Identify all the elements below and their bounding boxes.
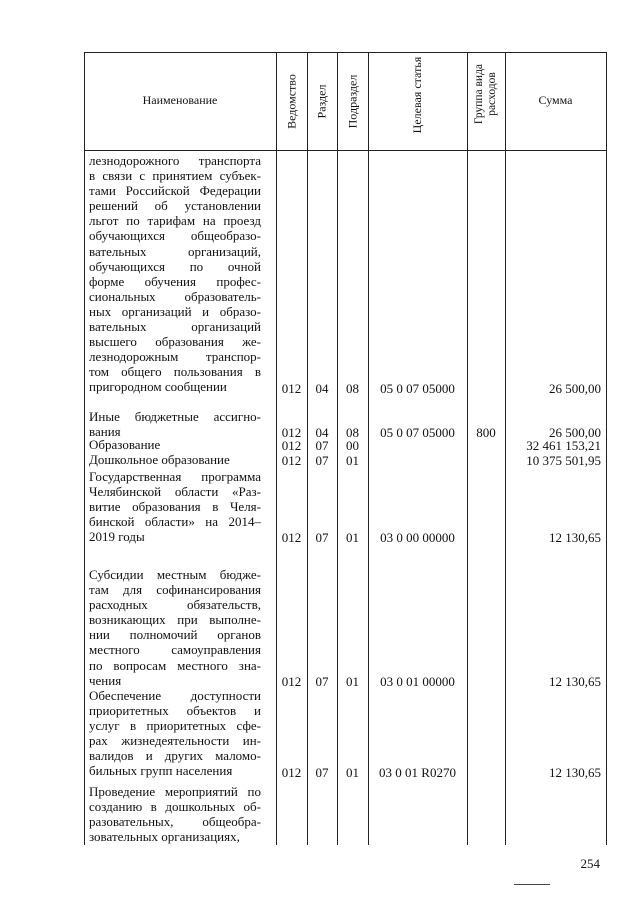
row-summa: 12 130,65 <box>549 764 601 780</box>
table-top-border <box>84 52 606 53</box>
row-vedomstvo: 012 <box>281 673 302 689</box>
row-name <box>89 452 261 467</box>
row-name-line: приоритетных объектов и <box>89 703 261 719</box>
row-podrazdel: 01 <box>346 673 359 689</box>
row-razdel: 04 <box>315 425 329 441</box>
row-razdel: 07 <box>315 438 329 453</box>
row-podrazdel: 08 <box>346 425 359 441</box>
row-name-line: 2019 годы <box>89 529 145 545</box>
row-celevaya: 03 0 01 00000 <box>380 673 455 689</box>
row-podrazdel: 01 <box>346 453 359 468</box>
row-name-line: Обеспечение доступности <box>89 688 261 703</box>
row-name-line: Образование <box>89 437 161 452</box>
row-vedomstvo: 012 <box>281 380 302 396</box>
row-name-line: Проведение мероприятий по <box>89 784 261 799</box>
row-vedomstvo: 012 <box>281 425 302 441</box>
row-name <box>89 409 261 439</box>
row-podrazdel: 00 <box>346 438 359 453</box>
header-gruppa: Группа вида расходов <box>473 63 498 125</box>
row-name-line: нии полномочий органов <box>89 627 261 643</box>
row-name-line: Государственная программа <box>89 469 261 484</box>
row-celevaya: 03 0 01 R0270 <box>379 764 456 780</box>
row-celevaya: 05 0 07 05000 <box>380 380 455 396</box>
row-name-line: ных организаций и образо- <box>89 303 261 319</box>
header-summa: Сумма <box>538 93 573 107</box>
row-celevaya: 03 0 00 00000 <box>380 530 455 546</box>
row-name <box>89 567 261 688</box>
header-vedomstvo: Ведомство <box>284 74 299 129</box>
row-name <box>89 469 261 544</box>
row-name-line: бильных групп населения <box>89 763 233 779</box>
row-summa: 10 375 501,95 <box>526 453 601 468</box>
row-name-line: обучающихся по очной <box>89 258 261 274</box>
row-name-line: чения <box>89 672 122 688</box>
row-vedomstvo: 012 <box>281 438 302 453</box>
row-name-line: льгот по тарифам на проезд <box>89 213 261 229</box>
row-name-line: вательных организаций, <box>89 243 261 259</box>
row-name-line: тами Российской Федерации <box>89 183 261 199</box>
row-name-line: Дошкольное образование <box>89 452 230 467</box>
col-border <box>368 52 369 845</box>
row-razdel: 07 <box>315 453 329 468</box>
row-summa: 12 130,65 <box>549 673 601 689</box>
row-name-line: сиональных образователь- <box>89 288 261 304</box>
row-celevaya: 05 0 07 05000 <box>380 425 455 441</box>
row-podrazdel: 08 <box>346 380 359 396</box>
row-razdel: 07 <box>315 530 329 546</box>
table-header-bottom-border <box>84 150 606 151</box>
row-name-line: форме обучения профес- <box>89 273 261 289</box>
header-podrazdel: Подраздел <box>345 74 360 129</box>
row-name-line: вания <box>89 424 121 440</box>
row-name-line: пригородном сообщении <box>89 379 227 395</box>
row-name-line: услуг в приоритетных сфе- <box>89 718 261 734</box>
row-name-line: местного самоуправления <box>89 642 261 658</box>
header-razdel: Раздел <box>314 84 329 119</box>
row-name-line: вательных организаций <box>89 319 261 335</box>
row-razdel: 07 <box>315 764 329 780</box>
row-name-line: витие образования в Челя- <box>89 499 261 515</box>
row-gruppa: 800 <box>476 425 496 441</box>
footer-rule <box>514 884 550 885</box>
row-name-line: Челябинской области «Раз- <box>89 484 261 500</box>
row-razdel: 07 <box>315 673 329 689</box>
row-name-line: там для софинансирования <box>89 582 261 598</box>
row-summa: 26 500,00 <box>549 425 601 441</box>
row-summa: 26 500,00 <box>549 380 601 396</box>
page-number: 254 <box>580 856 600 871</box>
row-name-line: высшего образования же- <box>89 334 261 350</box>
row-summa: 12 130,65 <box>549 530 601 546</box>
row-name-line: по вопросам местного зна- <box>89 657 261 673</box>
row-name <box>89 437 261 452</box>
row-name-line: возникающих при выполне- <box>89 612 261 628</box>
row-name-line: расходных обязательств, <box>89 597 261 613</box>
row-name-line: в связи с принятием субъек- <box>89 168 261 184</box>
row-summa: 32 461 153,21 <box>526 438 601 453</box>
row-name-line: том общего пользования в <box>89 364 261 380</box>
row-name-line: рах жизнедеятельности ин- <box>89 733 261 749</box>
row-name-line: разовательных, общеобра- <box>89 814 261 830</box>
col-border <box>84 52 85 845</box>
row-name-line: Субсидии местным бюдже- <box>89 567 261 582</box>
row-name-line: лезнодорожного транспорта <box>89 153 261 168</box>
row-name-line: созданию в дошкольных об- <box>89 799 261 815</box>
row-podrazdel: 01 <box>346 764 359 780</box>
row-vedomstvo: 012 <box>281 453 302 468</box>
row-vedomstvo: 012 <box>281 764 302 780</box>
row-name-line: решений об установлении <box>89 198 261 214</box>
row-name-line: обучающихся общеобразо- <box>89 228 261 244</box>
row-name-line: валидов и других маломо- <box>89 748 261 764</box>
row-name-line: Иные бюджетные ассигно- <box>89 409 261 424</box>
row-name <box>89 688 261 779</box>
row-vedomstvo: 012 <box>281 530 302 546</box>
row-podrazdel: 01 <box>346 530 359 546</box>
row-name-line: бинской области» на 2014– <box>89 514 261 530</box>
col-border <box>467 52 468 845</box>
row-name <box>89 153 261 395</box>
row-name-line: зовательных организациях, <box>89 829 240 845</box>
header-celevaya: Целевая статья <box>410 56 424 134</box>
row-razdel: 04 <box>315 380 329 396</box>
row-name <box>89 784 261 844</box>
row-name-line: лезнодорожным транспор- <box>89 349 261 365</box>
header-name: Наименование <box>142 93 218 107</box>
col-border <box>606 52 607 845</box>
